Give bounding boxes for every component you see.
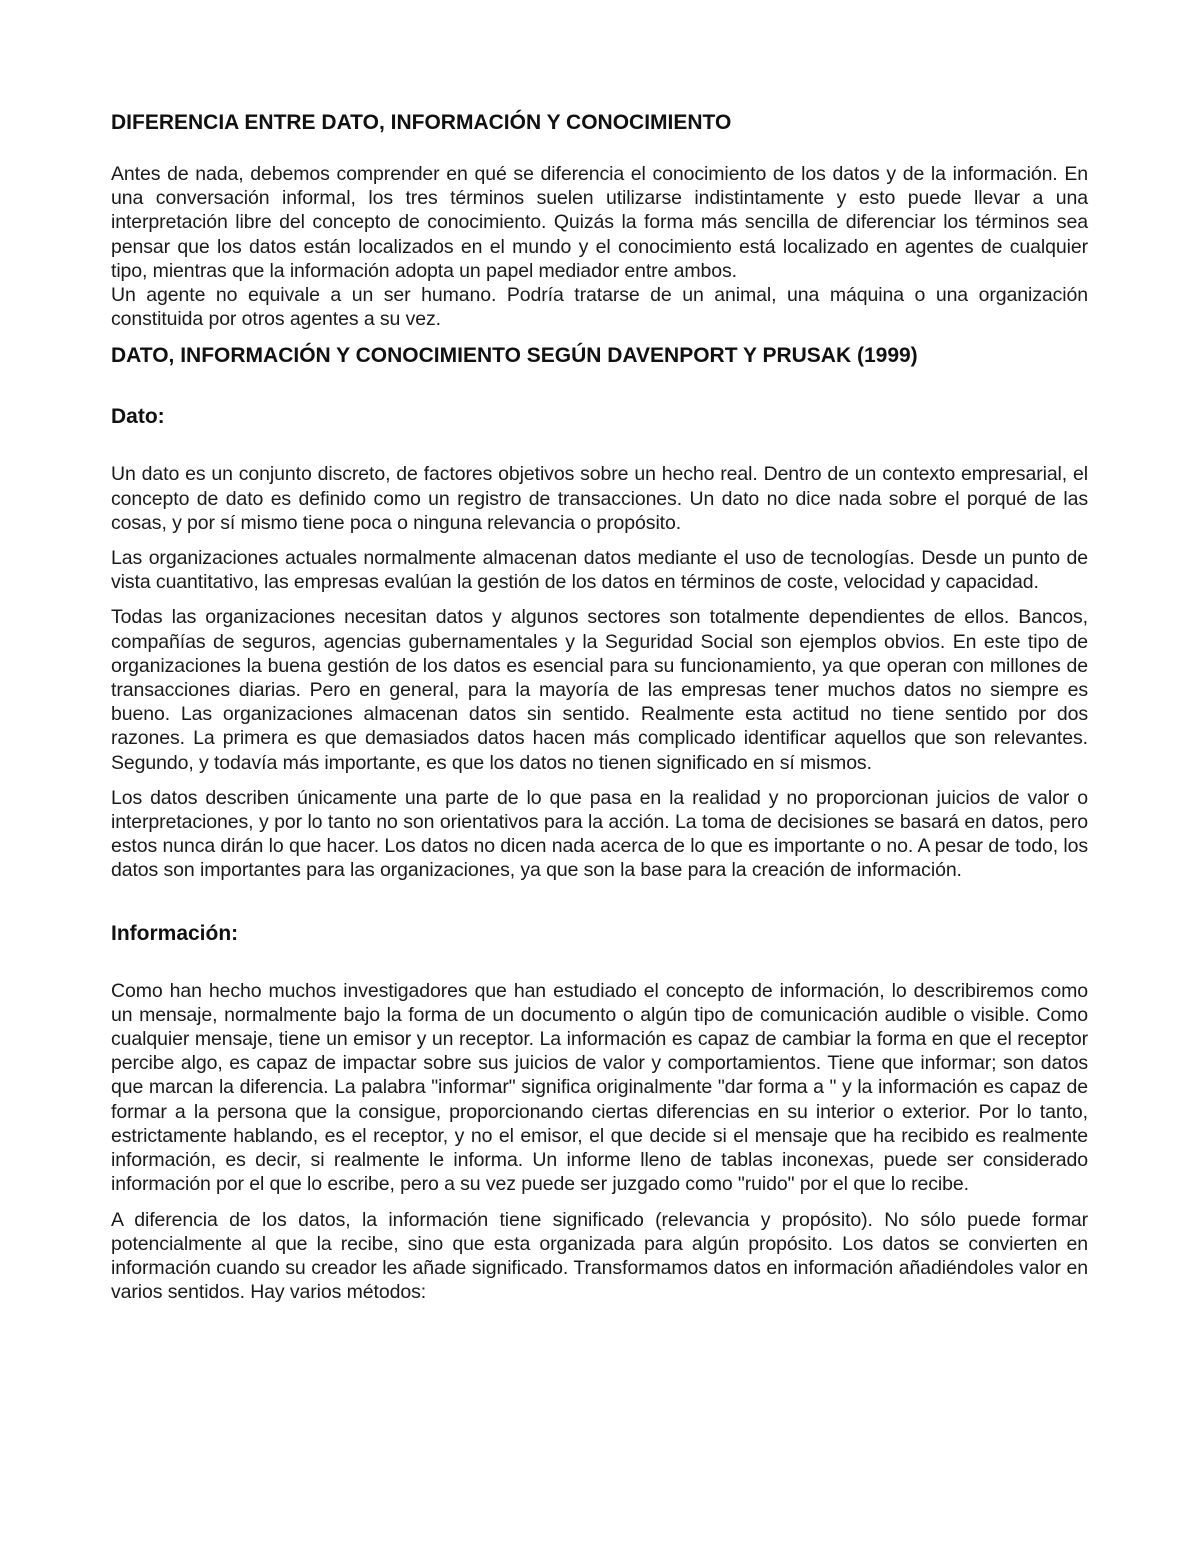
section-heading: DATO, INFORMACIÓN Y CONOCIMIENTO SEGÚN DAVENPORT Y PRUSAK (1999) [111,344,918,368]
informacion-paragraph-2: A diferencia de los datos, la información tiene significado (relevancia y propósito). No sólo puede formar potencialmente al que la recibe, sino que esta organizada para algún propósito. Los datos se convierten en información cuando su creador les añade significado. Transformamos datos en información añadiéndoles valor en varios sentidos. Hay varios métodos: [111,1208,1088,1304]
dato-paragraph-1: Un dato es un conjunto discreto, de factores objetivos sobre un hecho real. Dentro de un contexto empresarial, el concepto de dato es definido como un registro de transacciones. Un dato no dice nada sobre el porqué de las cosas, y por sí mismo tiene poca o ninguna relevancia o propósito. [111,463,1088,534]
dato-paragraph-3: Todas las organizaciones necesitan datos y algunos sectores son totalmente dependientes de ellos. Bancos, compañías de seguros, agencias gubernamentales y la Seguridad Social son ejemplos obvios. En este tipo de organizaciones la buena gestión de los datos es esencial para su funcionamiento, ya que operan con millones de transacciones diarias. Pero en general, para la mayoría de las empresas tener muchos datos no siempre es bueno. Las organizaciones almacenan datos sin sentido. Realmente esta actitud no tiene sentido por dos razones. La primera es que demasiados datos hacen más complicado identificar aquellos que son relevantes. Segundo, y todavía más importante, es que los datos no tienen significado en sí mismos. [111,606,1088,774]
informacion-paragraph-1: Como han hecho muchos investigadores que han estudiado el concepto de información, lo describiremos como un mensaje, normalmente bajo la forma de un documento o algún tipo de comunicación audible o visible. Como cualquier mensaje, tiene un emisor y un receptor. La información es capaz de cambiar la forma en que el receptor percibe algo, es capaz de impactar sobre sus juicios de valor y comportamientos. Tiene que informar; son datos que marcan la diferencia. La palabra "informar" significa originalmente "dar forma a " y la información es capaz de formar a la persona que la consigue, proporcionando ciertas diferencias en su interior o exterior. Por lo tanto, estrictamente hablando, es el receptor, y no el emisor, el que decide si el mensaje que ha recibido es realmente información, es decir, si realmente le informa. Un informe lleno de tablas inconexas, puede ser considerado información por el que lo escribe, pero a su vez puede ser juzgado como "ruido" por el que lo recibe. [111,979,1088,1196]
intro-paragraph-2: Un agente no equivale a un ser humano. Podría tratarse de un animal, una máquina o una organización constituida por otros agentes a su vez. [111,284,1088,331]
dato-heading: Dato: [111,405,165,429]
document-title: DIFERENCIA ENTRE DATO, INFORMACIÓN Y CONOCIMIENTO [111,111,732,134]
informacion-heading: Información: [111,921,239,945]
document-page [111,110,1088,1304]
dato-paragraph-4: Los datos describen únicamente una parte de lo que pasa en la realidad y no proporcionan juicios de valor o interpretaciones, y por lo tanto no son orientativos para la acción. La toma de decisiones se basará en datos, pero estos nunca dirán lo que hacer. Los datos no dicen nada acerca de lo que es importante o no. A pesar de todo, los datos son importantes para las organizaciones, ya que son la base para la creación de información. [111,786,1088,882]
dato-paragraph-2: Las organizaciones actuales normalmente almacenan datos mediante el uso de tecnologías. Desde un punto de vista cuantitativo, las empresas evalúan la gestión de los datos en términos de coste, velocidad y capacidad. [111,547,1088,594]
intro-paragraph-1: Antes de nada, debemos comprender en qué se diferencia el conocimiento de los datos y de la información. En una conversación informal, los tres términos suelen utilizarse indistintamente y esto puede llevar a una interpretación libre del concepto de conocimiento. Quizás la forma más sencilla de diferenciar los términos sea pensar que los datos están localizados en el mundo y el conocimiento está localizado en agentes de cualquier tipo, mientras que la información adopta un papel mediador entre ambos. [111,163,1088,282]
